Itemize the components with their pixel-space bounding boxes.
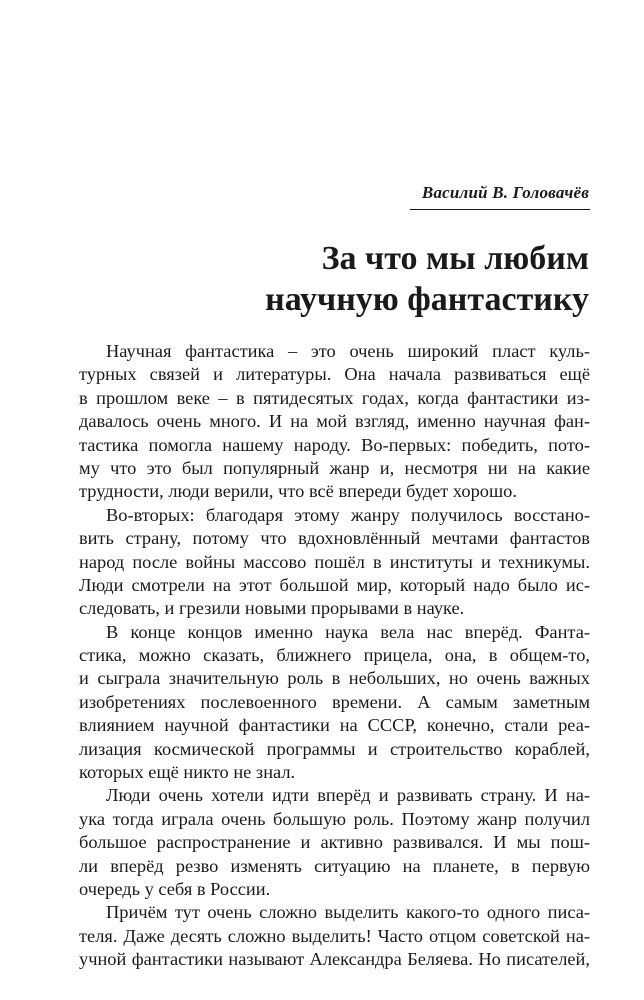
text-line: и сыграла значительную роль в небольших, но очень важных	[79, 668, 590, 689]
author-underline	[410, 209, 590, 210]
text-line: му что это был популярный жанр и, несмотря ни на какие	[79, 457, 590, 478]
text-line: народ после войны массово пошёл в институты и техникумы.	[79, 551, 590, 572]
text-line: В конце концов именно наука вела нас вперёд. Фанта-	[106, 621, 590, 642]
text-line: большое распространение и активно развивался. И мы пош-	[79, 832, 590, 853]
text-line: стика, можно сказать, ближнего прицела, она, в общем-то,	[79, 645, 590, 666]
text-line: тастика помогла нашему народу. Во-первых: победить, пото-	[79, 434, 590, 455]
text-line: давалось очень много. И на мой взгляд, именно научная фан-	[79, 411, 590, 432]
paragraph	[79, 340, 590, 504]
text-line: Люди очень хотели идти вперёд и развивать страну. И на-	[106, 785, 590, 806]
text-line: очередь у себя в России.	[79, 878, 271, 899]
text-line: Научная фантастика – это очень широкий пласт куль-	[106, 341, 590, 361]
text-line: теля. Даже десять сложно выделить! Часто отцом советской на-	[79, 925, 590, 946]
text-line: лизация космической программы и строительство кораблей,	[79, 738, 590, 759]
text-line: следовать, и грезили новыми прорывами в науке.	[79, 598, 465, 619]
text-line: турных связей и литературы. Она начала развиваться ещё	[79, 364, 590, 385]
body-text	[79, 340, 590, 972]
paragraph	[79, 901, 590, 971]
text-line: Во-вторых: благодаря этому жанру получилось восстано-	[106, 504, 590, 525]
paragraph	[79, 621, 590, 785]
text-line: Причём тут очень сложно выделить какого-то одного писа-	[106, 902, 590, 923]
text-line: вить страну, потому что вдохновлённый мечтами фантастов	[79, 528, 590, 549]
paragraph	[79, 784, 590, 901]
text-line: ука тогда играла очень большую роль. Поэтому жанр получил	[79, 808, 590, 829]
chapter-title-line: научную фантастику	[265, 281, 589, 318]
text-line: в прошлом веке – в пятидесятых годах, когда фантастики из-	[79, 387, 590, 408]
text-line: трудности, люди верили, что всё впереди будет хорошо.	[79, 481, 517, 502]
text-line: которых ещё никто не знал.	[79, 762, 296, 783]
chapter-author: Василий В. Головачёв	[421, 183, 589, 202]
chapter-title-line: За что мы любим	[321, 240, 589, 277]
text-line: влиянием научной фантастики на СССР, конечно, стали реа-	[79, 715, 590, 736]
text-line: учной фантастики называют Александра Беляева. Но писателей,	[79, 949, 590, 970]
chapter-title	[265, 238, 589, 320]
text-line: ли вперёд резво изменять ситуацию на планете, в первую	[79, 855, 590, 876]
text-line: Люди смотрели на этот большой мир, который надо было ис-	[79, 574, 590, 595]
text-line: изобретениях послевоенного времени. А самым заметным	[79, 691, 590, 712]
paragraph	[79, 504, 590, 621]
